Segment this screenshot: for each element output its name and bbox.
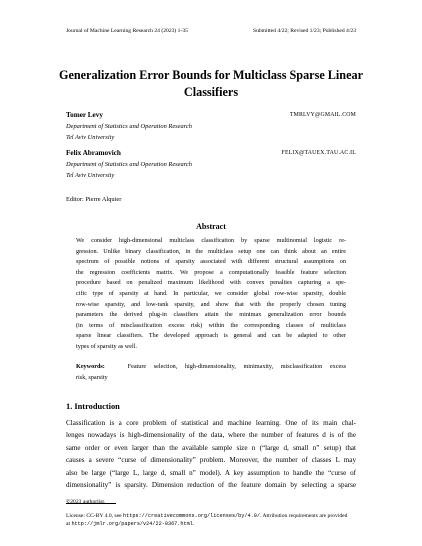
author-institution: Tel Aviv University [66,172,115,179]
license-text-at: at [66,521,71,527]
submission-dates: Submitted 4/22; Revised 1/23; Published 4/23 [252,28,356,34]
body-line: same order or even larger than the available sample size n (“large d, small n” setup) that [66,443,356,452]
journal-header: Journal of Machine Learning Research 24 (2023) 1-35 [66,28,188,34]
body-line: Classification is a core problem of statistical and machine learning. One of its main chal- [66,419,356,427]
author-name: Tomer Levy [66,111,103,119]
intro-paragraph [66,417,356,491]
license-text-cont: . Attribution requirements are provided [259,513,348,519]
license-link[interactable]: https://creativecommons.org/licenses/by/4.0/ [122,513,260,519]
abstract-line: procedure based on penalized maximum likelihood with convex penalties capturing a spe- [76,279,346,287]
abstract-line: the regression coefficients matrix. We propose a computationally feasible feature selection [76,268,346,276]
title-line-2: Classifiers [183,85,239,99]
keywords-line: risk, sparsity [76,373,108,381]
abstract-line: parameters the derived plug-in classifiers attain the minimax generalization error bounds [76,311,346,319]
author-email: TMRLVY@GMAIL.COM [289,112,356,118]
title-line-1: Generalization Error Bounds for Multiclass Sparse Linear [58,68,363,82]
author-affiliation: Department of Statistics and Operation Research [66,161,192,168]
paper-link[interactable]: http://jmlr.org/papers/v24/22-0367.html [71,521,193,527]
keywords-label: Keywords: [76,363,105,370]
abstract-line: (in terms of misclassification excess risk) within the corresponding classes of multiclass [76,321,346,329]
body-line: lenges nowadays is high-dimensionality of the data, where the number of features d is of the [66,431,356,440]
keywords-block [76,362,346,383]
abstract-heading: Abstract [196,222,226,231]
license-line-2 [66,521,194,527]
copyright-notice: ©2023 authorlist. [66,499,106,505]
license-line [66,513,347,519]
abstract-line: We consider high-dimensional multiclass classification by sparse multinomial logistic re- [76,237,346,244]
keywords-line [76,362,346,373]
author-email: FELIX@TAUEX.TAU.AC.IL [281,150,356,156]
editor-line: Editor: Pierre Alquier [66,196,122,203]
keywords-text: Feature selection, high-dimensionality, minimaxity, misclassification excess [127,363,347,370]
abstract-line: row-wise sparsity, and low-rank sparsity, and show that with the properly chosen tuning [76,300,346,308]
abstract-line: sparse linear classifiers. The developed approach is general and can be adapted to other [76,332,346,340]
license-period: . [192,521,195,527]
abstract-line: types of sparsity as well. [76,342,138,350]
body-line: dimensionality” is sparsity. Dimension reduction of the feature domain by selecting a sparse [66,480,356,489]
abstract-body [76,236,346,353]
section-heading: 1. Introduction [66,402,120,411]
body-line: also be large (“large L, large d, small n” model). A key assumption to handle the “curse of [66,468,356,477]
abstract-line: cific type of sparsity at hand. In particular, we consider global row-wise sparsity, double [76,289,346,297]
license-text: License: CC-BY 4.0, see [66,513,122,519]
author-name: Felix Abramovich [66,149,121,157]
author-affiliation: Department of Statistics and Operation Research [66,123,192,130]
author-institution: Tel Aviv University [66,134,115,141]
abstract-line: spectrum of possible notions of sparsity associated with different structural assumptions on [76,258,346,266]
body-line: causes a severe “curse of dimensionality” problem. Moreover, the number of classes L may [66,456,356,465]
paper-title [0,67,422,101]
abstract-line: gression. Unlike binary classification, in the multiclass setup one can think about an entire [76,247,346,255]
